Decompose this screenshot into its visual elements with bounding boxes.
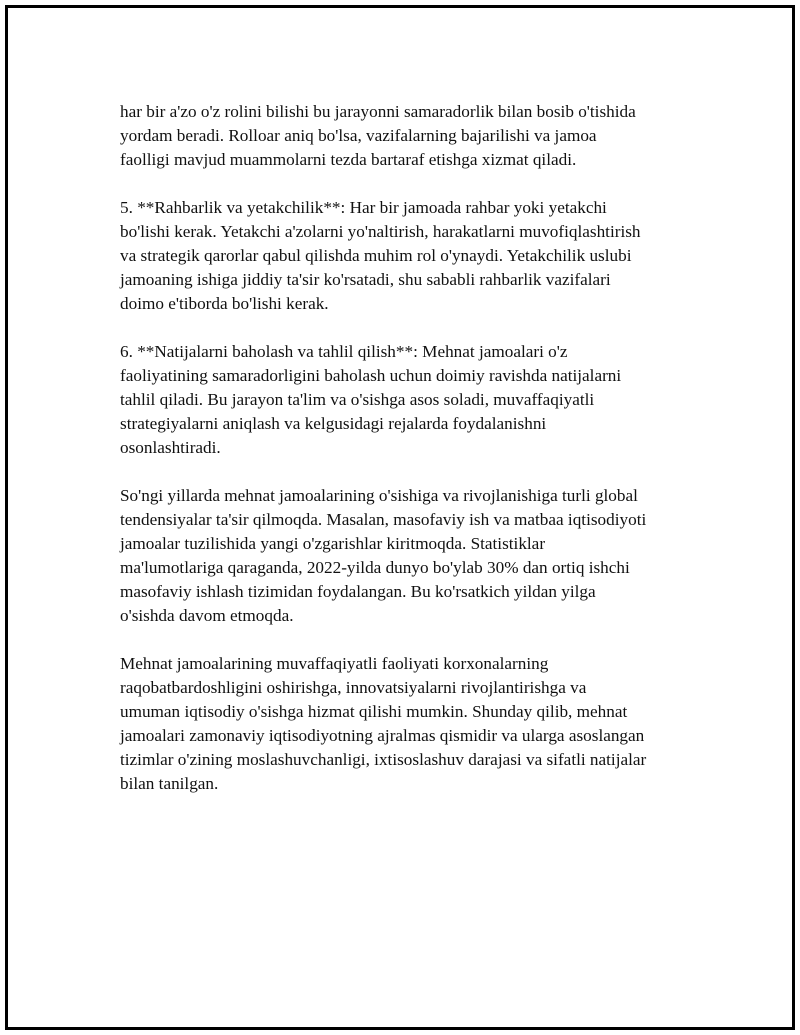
page-frame [5,5,795,1030]
paragraph-roles-continuation: har bir a'zo o'z rolini bilishi bu jarayonni samaradorlik bilan bosib o'tishida yordam beradi. Rolloar aniq bo'lsa, vazifalarning bajarilishi va jamoa faolligi mavjud muammolarni tezda bartaraf etishga xizmat qiladi. [120,102,636,169]
paragraph-results-evaluation: 6. **Natijalarni baholash va tahlil qilish**: Mehnat jamoalari o'z faoliyatining samaradorligini baholash uchun doimiy ravishda natijalarni tahlil qiladi. Bu jarayon ta'lim va o'sishga asos soladi, muvaffaqiyatli strategiyalarni aniqlash va kelgusidagi rejalarda foydalanishni osonlashtiradi. [120,342,622,457]
page-content [120,100,705,820]
paragraph-conclusion: Mehnat jamoalarining muvaffaqiyatli faoliyati korxonalarning raqobatbardoshligini oshirishga, innovatsiyalarni rivojlantirishga va umuman iqtisodiy o'sishga hizmat qilishi mumkin. Shunday qilib, mehnat jamoalari zamonaviy iqtisodiyotning ajralmas qismidir va ularga asoslangan tizimlar o'zining moslashuvchanligi, ixtisoslashuv darajasi va sifatli natijalar bilan tanilgan. [120,654,647,793]
paragraph-leadership: 5. **Rahbarlik va yetakchilik**: Har bir jamoada rahbar yoki yetakchi bo'lishi kerak. Yetakchi a'zolarni yo'naltirish, harakatlarni muvofiqlashtirish va strategik qarorlar qabul qilishda muhim rol o'ynaydi. Yetakchilik uslubi jamoaning ishiga jiddiy ta'sir ko'rsatadi, shu sababli rahbarlik vazifalari doimo e'tiborda bo'lishi kerak. [120,198,641,313]
paragraph-global-trends: So'ngi yillarda mehnat jamoalarining o'sishiga va rivojlanishiga turli global tendensiyalar ta'sir qilmoqda. Masalan, masofaviy ish va matbaa iqtisodiyoti jamoalar tuzilishida yangi o'zgarishlar kiritmoqda. Statistiklar ma'lumotlariga qaraganda, 2022-yilda dunyo bo'ylab 30% dan ortiq ishchi masofaviy ishlash tizimidan foydalangan. Bu ko'rsatkich yildan yilga o'sishda davom etmoqda. [120,486,647,625]
